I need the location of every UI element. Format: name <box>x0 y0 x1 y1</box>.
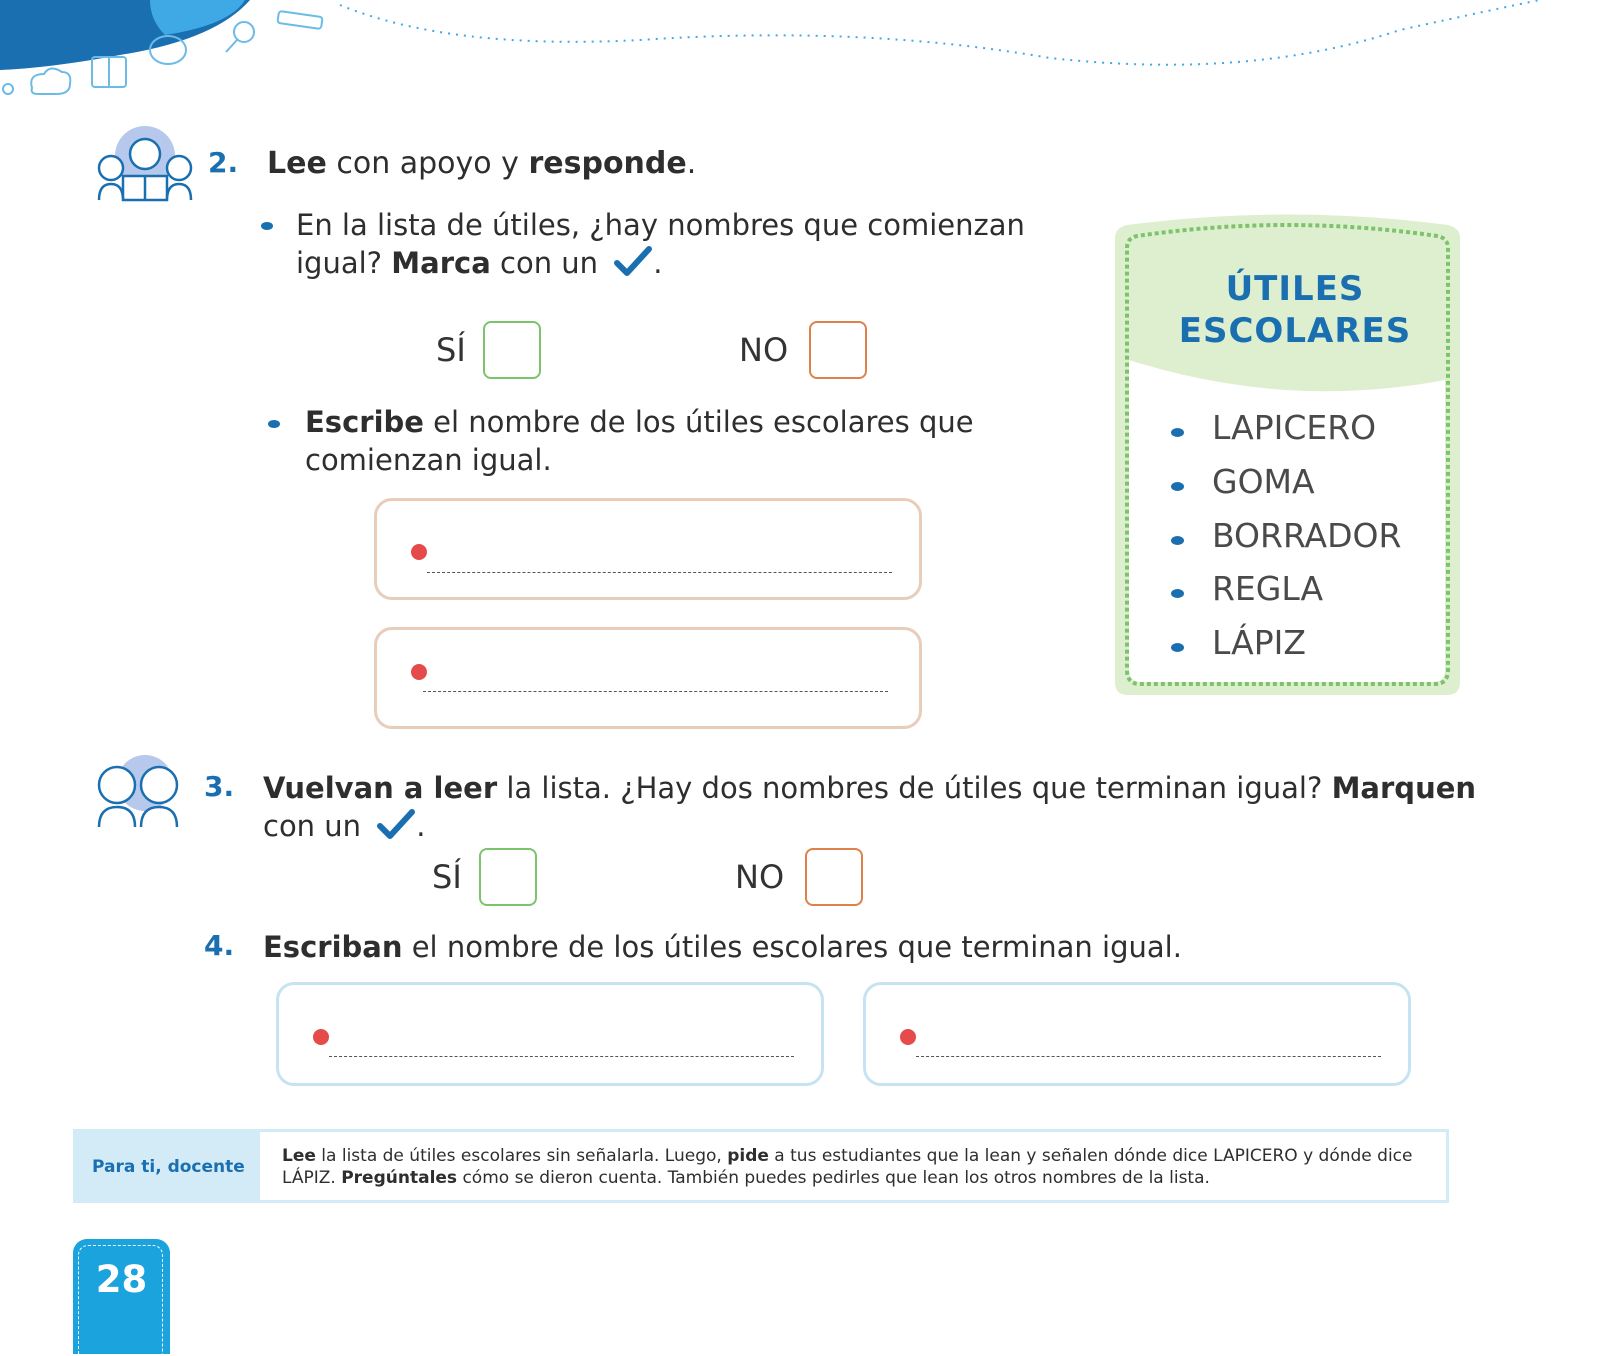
header-decoration <box>0 0 1600 115</box>
question-2-bullet-1-line2: igual? Marca con un . <box>296 246 663 280</box>
q3-yes-checkbox[interactable] <box>479 848 537 906</box>
teacher-note-label: Para ti, docente <box>92 1157 245 1177</box>
supply-item-lapicero: LAPICERO <box>1212 408 1377 447</box>
answer-line[interactable] <box>329 1056 794 1057</box>
bullet2-bold-escribe: Escribe <box>305 405 424 439</box>
page-number: 28 <box>95 1258 148 1301</box>
answer-line[interactable] <box>423 691 888 692</box>
q4-bold-escriban: Escriban <box>263 930 403 964</box>
pair-students-icon <box>93 755 185 831</box>
page-number-tab <box>73 1239 170 1354</box>
list-dot <box>1171 589 1184 598</box>
question-2-bullet-1 <box>296 206 1056 282</box>
red-dot <box>313 1029 329 1045</box>
note-t3: LÁPIZ. <box>282 1168 342 1188</box>
question-4-number: 4. <box>204 929 235 962</box>
checkmark-icon <box>613 245 653 279</box>
list-dot <box>1171 428 1184 437</box>
question-2-bullet-2 <box>305 403 1045 479</box>
question-2-number: 2. <box>208 146 239 179</box>
supply-item-goma: GOMA <box>1212 462 1315 501</box>
red-dot <box>411 544 427 560</box>
question-3-line2: con un . <box>263 809 426 843</box>
supplies-title-line2: ESCOLARES <box>1178 311 1412 351</box>
bullet-dot <box>268 420 280 428</box>
q2-no-checkbox[interactable] <box>809 321 867 379</box>
question-2-bold-responde: responde <box>528 146 687 181</box>
question-2-bold-lee: Lee <box>267 146 327 181</box>
list-dot <box>1171 482 1184 491</box>
note-bold-preguntales: Pregúntales <box>341 1168 458 1188</box>
q2-yes-checkbox[interactable] <box>483 321 541 379</box>
question-3-number: 3. <box>204 770 235 803</box>
teacher-note-text <box>282 1145 1432 1189</box>
q3-no-checkbox[interactable] <box>805 848 863 906</box>
teacher-note <box>73 1129 1449 1203</box>
reading-group-icon <box>95 126 195 206</box>
supply-item-regla: REGLA <box>1212 569 1324 608</box>
q4-answer-box-1[interactable] <box>276 982 824 1086</box>
q2-no-label: NO <box>739 331 789 369</box>
bullet1-bold-marca: Marca <box>391 246 491 280</box>
q2-answer-box-1[interactable] <box>374 498 922 600</box>
teacher-note-line1 <box>282 1145 1432 1167</box>
question-2-mid: con apoyo y <box>326 146 529 181</box>
question-2-end: . <box>686 146 697 181</box>
supply-item-lapiz: LÁPIZ <box>1212 623 1306 662</box>
supplies-title-line1: ÚTILES <box>1225 269 1365 309</box>
bullet1-start: igual? <box>296 246 392 280</box>
bullet2-line1: el nombre de los útiles escolares que <box>423 405 974 439</box>
q3-bold-marquen: Marquen <box>1331 771 1477 805</box>
q2-yes-label: SÍ <box>436 331 466 369</box>
note-t2: a tus estudiantes que la lean y señalen dónde dice LAPICERO y dónde dice <box>768 1146 1413 1166</box>
answer-line[interactable] <box>916 1056 1381 1057</box>
q3-bold-vuelvan: Vuelvan a leer <box>263 771 498 805</box>
q3-line2: con un <box>263 809 362 843</box>
question-2-bullet-1-line1: En la lista de útiles, ¿hay nombres que comienzan <box>296 208 1025 242</box>
q4-text: el nombre de los útiles escolares que terminan igual. <box>402 930 1182 964</box>
note-t4: cómo se dieron cuenta. También puedes pedirles que lean los otros nombres de la lista. <box>457 1168 1210 1188</box>
list-dot <box>1171 643 1184 652</box>
question-4-text <box>263 928 1363 966</box>
red-dot <box>411 664 427 680</box>
teacher-note-line2 <box>282 1167 1432 1189</box>
question-2-bullet-2-line2: comienzan igual. <box>305 443 552 477</box>
answer-line[interactable] <box>427 572 892 573</box>
supplies-card-title <box>1130 268 1460 352</box>
question-3-line1 <box>263 769 1483 807</box>
question-3-text <box>263 769 1483 845</box>
question-2-title <box>267 145 696 183</box>
note-t1: la lista de útiles escolares sin señalarla. Luego, <box>315 1146 728 1166</box>
note-bold-lee: Lee <box>282 1146 316 1166</box>
list-dot <box>1171 536 1184 545</box>
question-2-bullet-2-line1 <box>305 403 1045 441</box>
q4-answer-box-2[interactable] <box>863 982 1411 1086</box>
q3-no-label: NO <box>735 858 785 896</box>
q2-answer-box-2[interactable] <box>374 627 922 729</box>
red-dot <box>900 1029 916 1045</box>
q3-yes-label: SÍ <box>432 858 462 896</box>
q3-mid: la lista. ¿Hay dos nombres de útiles que terminan igual? <box>497 771 1332 805</box>
note-bold-pide: pide <box>727 1146 769 1166</box>
bullet1-end: con un <box>490 246 599 280</box>
checkmark-icon <box>376 808 416 842</box>
supply-item-borrador: BORRADOR <box>1212 516 1402 555</box>
bullet-dot <box>261 222 273 230</box>
